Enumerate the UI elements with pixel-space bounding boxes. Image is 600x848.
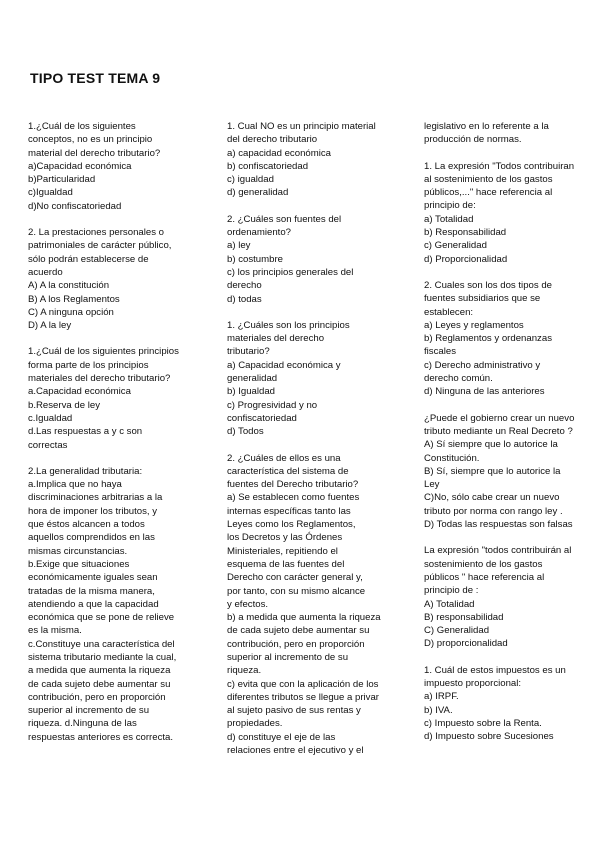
question-line: c) Progresividad y no [227, 399, 318, 411]
question-line: d) generalidad [227, 187, 289, 199]
question-line: relaciones entre el ejecutivo y el [227, 745, 364, 757]
question-line: de cada sujeto debe aumentar su [227, 625, 370, 637]
question-line: principio de: [424, 200, 476, 212]
question-line: públicos " hace referencia al [424, 571, 545, 583]
question-line: patrimoniales de carácter público, [28, 240, 172, 252]
question-line: correctas [28, 439, 68, 451]
column-2 [227, 120, 399, 770]
question-line: d) Todos [227, 426, 264, 438]
question-line: Leyes como los Reglamentos, [227, 519, 356, 531]
question-block [424, 664, 590, 744]
question-line: tributario? [227, 346, 270, 358]
question-line: A) Sí siempre que lo autorice la [424, 439, 558, 451]
question-line: a medida que aumenta la riqueza [28, 665, 171, 677]
question-line: ordenamiento? [227, 227, 292, 239]
question-line: B) responsabilidad [424, 611, 504, 623]
question-line: forma parte de los principios [28, 359, 149, 371]
question-line: b) confiscatoriedad [227, 160, 309, 172]
question-line: tratadas de la misma manera, [28, 585, 155, 597]
question-line: b) IVA. [424, 704, 453, 716]
question-line: D) A la ley [28, 320, 72, 332]
question-line: c) igualdad [227, 174, 274, 186]
question-line: b) Reglamentos y ordenanzas [424, 333, 552, 345]
question-line: del derecho tributario [227, 134, 318, 146]
question-line: 2. La prestaciones personales o [28, 227, 164, 239]
question-line: sistema tributario mediante la cual, [28, 651, 177, 663]
question-block [424, 412, 590, 532]
question-line: c) Derecho administrativo y [424, 359, 541, 371]
question-line: 2. ¿Cuáles de ellos es una [227, 452, 341, 464]
question-line: contribución, pero en proporción [28, 691, 166, 703]
question-line: La expresión "todos contribuirán al [424, 545, 572, 557]
question-line: principio de : [424, 585, 479, 597]
question-line: Ley [424, 479, 440, 491]
question-line: fiscales [424, 346, 456, 358]
question-block [227, 120, 399, 200]
question-line: económicamente iguales sean [28, 572, 158, 584]
question-line: c.Constituye una característica del [28, 638, 175, 650]
question-line: 1.¿Cuál de los siguientes [28, 121, 136, 132]
question-line: que éstos alcancen a todos [28, 519, 145, 531]
question-line: d.Las respuestas a y c son [28, 426, 143, 438]
question-line: d) todas [227, 293, 262, 305]
question-line: a) Se establecen como fuentes [227, 492, 360, 504]
question-block [28, 345, 218, 451]
question-line: materiales del derecho tributario? [28, 373, 171, 385]
question-line: 2. Cuales son los dos tipos de [424, 279, 552, 291]
question-line: a) ley [227, 240, 251, 252]
question-line: c) los principios generales del [227, 266, 354, 278]
question-line: tributo mediante un Real Decreto ? [424, 425, 573, 437]
question-line: propiedades. [227, 718, 283, 730]
question-block [28, 465, 218, 744]
question-line: diferentes tributos se llegue a privar [227, 691, 379, 703]
question-line: derecho común. [424, 373, 493, 385]
question-line: derecho [227, 280, 262, 292]
question-line: B) Sí, siempre que lo autorice la [424, 465, 561, 477]
question-line: fuentes subsidiarios que se [424, 293, 541, 305]
question-line: b) costumbre [227, 253, 283, 265]
question-line: Ministeriales, repitiendo el [227, 545, 338, 557]
question-line: superior al incremento de su [227, 651, 349, 663]
question-block [227, 452, 399, 758]
question-line: a)Capacidad económica [28, 160, 132, 172]
question-line: D) Todas las respuestas son falsas [424, 519, 573, 531]
question-line: sólo podrán establecerse de [28, 253, 149, 265]
question-line: 2.La generalidad tributaria: [28, 465, 143, 477]
question-line: aquellos comprendidos en las [28, 532, 155, 544]
question-line: b) Responsabilidad [424, 227, 507, 239]
question-block [28, 120, 218, 213]
question-block [28, 226, 218, 332]
question-line: b) a medida que aumenta la riqueza [227, 612, 381, 624]
question-line: a.Implica que no haya [28, 479, 122, 491]
question-line: fuentes del Derecho tributario? [227, 479, 359, 491]
question-line: c) Generalidad [424, 240, 487, 252]
question-line: por tanto, con su mismo alcance [227, 585, 366, 597]
question-block [424, 160, 590, 266]
question-line: c) evita que con la aplicación de los [227, 678, 379, 690]
question-line: C) A ninguna opción [28, 306, 114, 318]
question-line: Derecho con carácter general y, [227, 572, 363, 584]
question-line: ¿Puede el gobierno crear un nuevo [424, 412, 575, 424]
question-line: d) constituye el eje de las [227, 731, 336, 743]
column-3 [424, 120, 590, 756]
question-line: b.Exige que situaciones [28, 558, 130, 570]
question-line: c.Igualdad [28, 412, 73, 424]
question-line: riqueza. d.Ninguna de las [28, 718, 137, 730]
question-line: b) Igualdad [227, 386, 276, 398]
question-line: y efectos. [227, 598, 269, 610]
question-line: conceptos, no es un principio [28, 134, 153, 146]
question-line: c) Impuesto sobre la Renta. [424, 717, 542, 729]
question-line: hora de imponer los tributos, y [28, 505, 158, 517]
question-line: 1. La expresión "Todos contribuiran [424, 160, 575, 172]
question-block [227, 213, 399, 306]
question-line: C)No, sólo cabe crear un nuevo [424, 492, 560, 504]
question-line: Constitución. [424, 452, 480, 464]
question-line: producción de normas. [424, 134, 522, 146]
question-line: 1. Cual NO es un principio material [227, 121, 376, 132]
question-line: riqueza. [227, 665, 262, 677]
question-line: materiales del derecho [227, 333, 325, 345]
question-line: los Decretos y las Órdenes [227, 532, 343, 544]
question-block [424, 279, 590, 399]
question-line: mismas circunstancias. [28, 545, 128, 557]
question-line: económica que se pone de relieve [28, 612, 175, 624]
question-line: c)Igualdad [28, 187, 73, 199]
question-line: d) Ninguna de las anteriores [424, 386, 545, 398]
question-line: A) A la constitución [28, 280, 110, 292]
question-line: 2. ¿Cuáles son fuentes del [227, 213, 342, 225]
question-line: a) Totalidad [424, 213, 474, 225]
question-line: esquema de las fuentes del [227, 558, 345, 570]
question-line: material del derecho tributario? [28, 147, 161, 159]
question-line: acuerdo [28, 266, 63, 278]
question-line: b)Particularidad [28, 174, 96, 186]
question-line: al sostenimiento de los gastos [424, 173, 553, 185]
question-line: C) Generalidad [424, 625, 490, 637]
question-line: atendiendo a que la capacidad [28, 598, 159, 610]
question-line: característica del sistema de [227, 465, 349, 477]
question-line: respuestas anteriores es correcta. [28, 731, 174, 743]
question-line: discriminaciones arbitrarias a la [28, 492, 163, 504]
question-line: generalidad [227, 373, 278, 385]
question-line: a) Capacidad económica y [227, 359, 341, 371]
question-line: 1.¿Cuál de los siguientes principios [28, 346, 179, 358]
question-line: a.Capacidad económica [28, 386, 131, 398]
question-line: d) Proporcionalidad [424, 253, 508, 265]
question-line: establecen: [424, 306, 474, 318]
question-line: a) IRPF. [424, 691, 459, 703]
question-line: 1. ¿Cuáles son los principios [227, 319, 350, 331]
question-line: confiscatoriedad [227, 412, 297, 424]
question-line: al sujeto pasivo de sus rentas y [227, 705, 361, 717]
question-line: contribución, pero en proporción [227, 638, 365, 650]
question-line: superior al incremento de su [28, 705, 150, 717]
question-line: b.Reserva de ley [28, 399, 100, 411]
question-line: de cada sujeto debe aumentar su [28, 678, 171, 690]
question-line: impuesto proporcional: [424, 677, 522, 689]
question-line: tributo por norma con rango ley . [424, 505, 563, 517]
question-line: D) proporcionalidad [424, 638, 508, 650]
question-line: 1. Cuál de estos impuestos es un [424, 664, 566, 676]
question-line: A) Totalidad [424, 598, 475, 610]
page-title: TIPO TEST TEMA 9 [30, 70, 161, 86]
question-block [424, 544, 590, 650]
question-line: internas específicas tanto las [227, 505, 351, 517]
question-line: a) capacidad económica [227, 147, 331, 159]
question-line: públicos,..." hace referencia al [424, 187, 553, 199]
question-line: es la misma. [28, 625, 82, 637]
question-block [424, 120, 590, 147]
question-line: legislativo en lo referente a la [424, 121, 549, 132]
question-block [227, 319, 399, 439]
question-line: a) Leyes y reglamentos [424, 319, 524, 331]
question-line: B) A los Reglamentos [28, 293, 120, 305]
question-line: sostenimiento de los gastos [424, 558, 543, 570]
question-line: d) Impuesto sobre Sucesiones [424, 731, 554, 743]
column-1 [28, 120, 218, 757]
question-line: d)No confiscatoriedad [28, 200, 122, 212]
